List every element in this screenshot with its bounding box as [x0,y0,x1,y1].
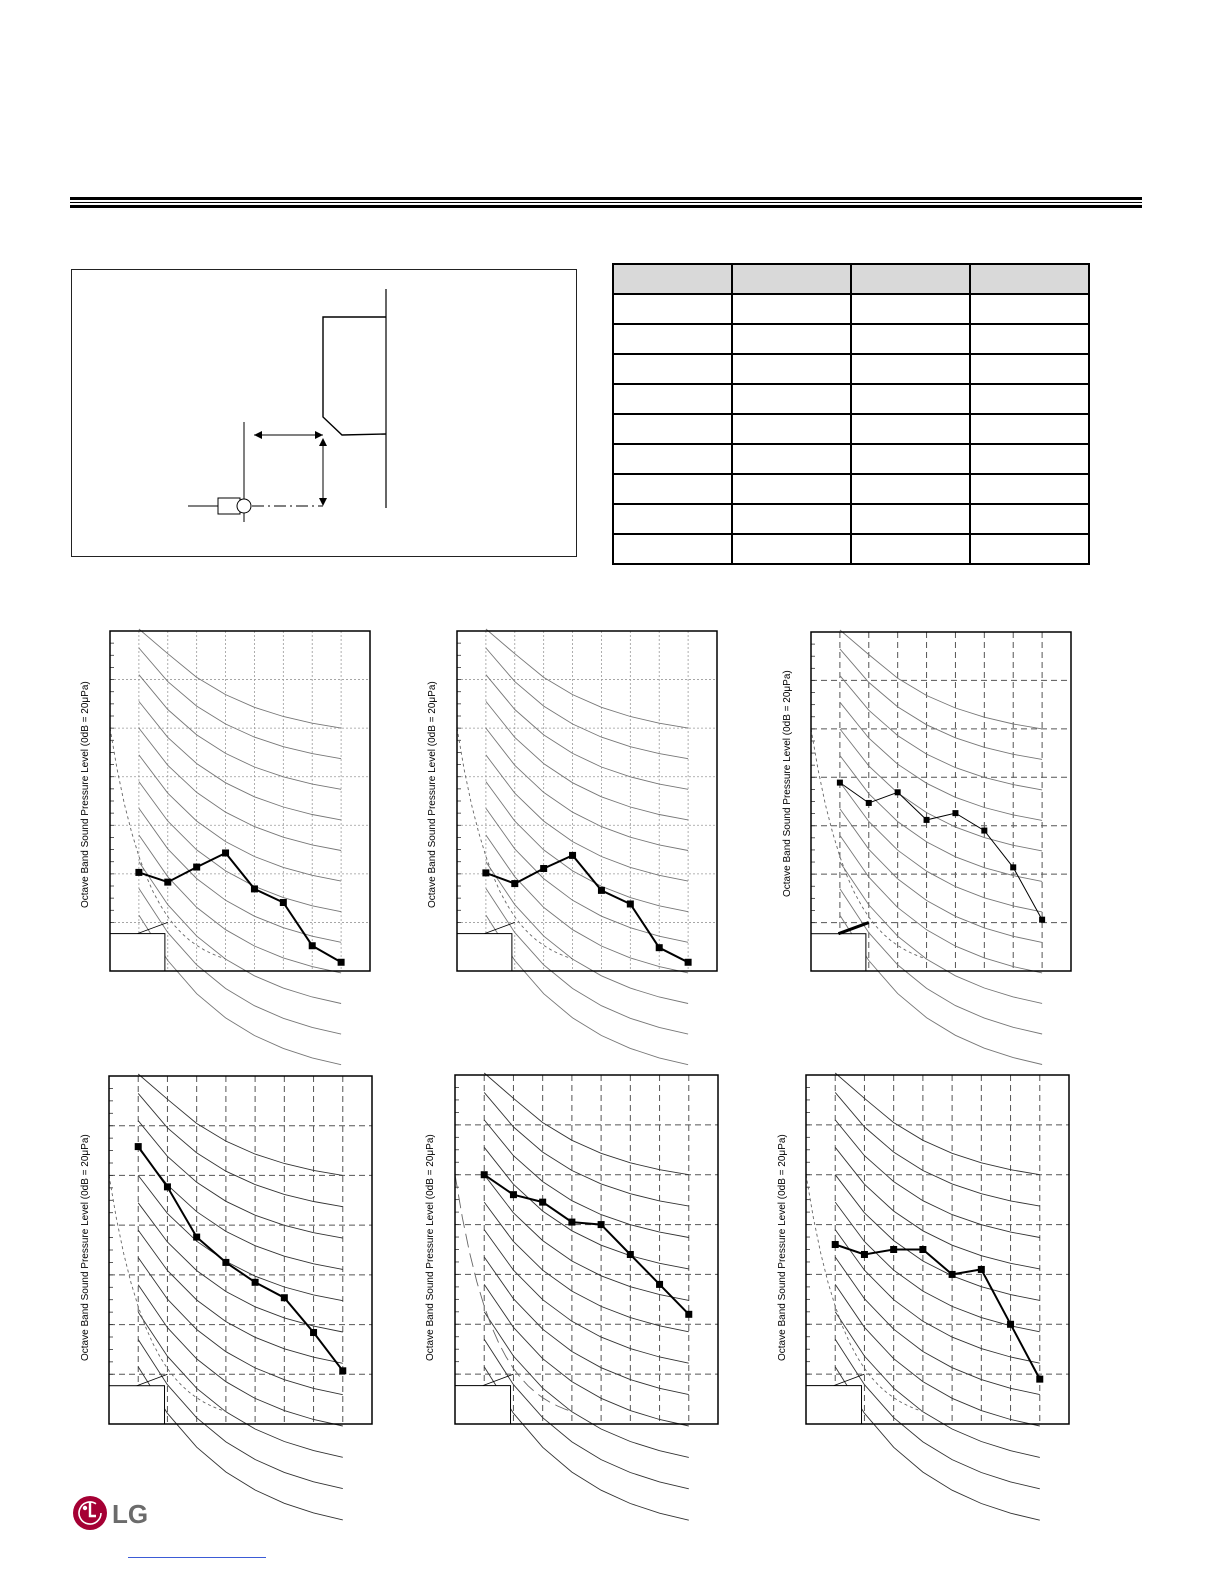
nc-chart-5 [455,1075,718,1424]
table-cell [851,384,970,414]
data-point [482,869,489,876]
nc-reference-curve [139,629,341,728]
data-point [540,865,547,872]
table-cell [732,444,851,474]
data-point [135,869,142,876]
table-cell [970,534,1089,564]
table-cell [613,504,732,534]
data-point [1010,864,1016,870]
data-point [627,1251,634,1258]
data-point [193,864,200,871]
nc-reference-curve [840,649,1042,760]
data-point [837,780,843,786]
nc-reference-curve [138,1285,343,1426]
table-row [613,324,1089,354]
data-point [280,899,287,906]
nc-chart-1 [110,631,370,971]
data-point [193,1234,200,1241]
table-cell [970,474,1089,504]
data-point [281,1294,288,1301]
data-point [656,1281,663,1288]
nc-reference-curve [840,889,1042,1034]
table-row [613,294,1089,324]
arrow-up [319,438,327,446]
data-point [861,1251,868,1258]
legend-box [457,934,512,971]
y-axis-label: Octave Band Sound Pressure Level (0dB = 20μPa) [427,681,438,908]
table-cell [732,414,851,444]
indoor-unit-outline [323,317,386,435]
nc-reference-curve [835,1230,1040,1364]
header-rule-bottom [70,205,1142,208]
data-point [481,1171,488,1178]
table-cell [613,414,732,444]
table-cell [851,324,970,354]
data-series-line [835,1245,1040,1380]
table-cell [613,294,732,324]
table-cell [732,384,851,414]
table-cell [851,294,970,324]
data-series-line [138,1147,343,1371]
data-point [598,887,605,894]
microphone-head [237,499,251,513]
plot-frame [455,1075,718,1424]
data-point [252,1279,259,1286]
table-cell [851,414,970,444]
data-point [309,942,316,949]
data-point [510,1191,517,1198]
plot-frame [806,1075,1069,1424]
data-point [539,1199,546,1206]
data-point [511,880,518,887]
table-header-cell [851,264,970,294]
data-point [164,879,171,886]
nc-reference-curve [835,1202,1040,1332]
legend-box [109,1386,165,1424]
table-cell [851,534,970,564]
nc-reference-curve [484,1284,689,1426]
legend-pointer [834,1374,865,1385]
nc-reference-curve [486,835,688,973]
data-point [1007,1321,1014,1328]
data-point [981,828,987,834]
nc-reference-curve [840,630,1042,729]
data-point [924,817,930,823]
data-point [164,1183,171,1190]
nc-chart-2 [457,631,717,971]
table-cell [613,474,732,504]
y-axis-label: Octave Band Sound Pressure Level (0dB = 20μPa) [782,670,793,897]
nc-reference-curve [138,1230,343,1363]
data-point [978,1266,985,1273]
legend-box [811,934,866,971]
nc-reference-curve [835,1312,1040,1458]
measurement-diagram-drawing [72,270,578,558]
chart-plot [455,1075,718,1424]
chart-plot [457,631,717,971]
table-cell [970,414,1089,444]
measurement-diagram [71,269,577,557]
nc-reference-curve [484,1073,689,1175]
table-header-cell [732,264,851,294]
nc-reference-curve [486,629,688,728]
data-point [949,1271,956,1278]
data-point [310,1329,317,1336]
nc-reference-curve [139,755,341,881]
data-point [656,944,663,951]
nc-reference-curve [840,676,1042,790]
logo-text: LG [112,1499,149,1529]
table-cell [613,384,732,414]
y-axis-label: Octave Band Sound Pressure Level (0dB = 20μPa) [80,1134,91,1361]
nc-reference-curve [138,1074,343,1175]
plot-frame [109,1076,372,1424]
nc-reference-curve [138,1203,343,1332]
nc-reference-curve [486,782,688,912]
nc-reference-curve [484,1339,689,1489]
data-point [952,810,958,816]
table-row [613,354,1089,384]
table-cell [732,504,851,534]
legend-pointer [137,922,167,933]
data-point [222,1259,229,1266]
nc-chart-3 [811,632,1071,971]
table-header-cell [970,264,1089,294]
legend-box [455,1386,511,1424]
data-point [222,849,229,856]
legend-box [110,934,165,971]
table-cell [732,474,851,504]
nc-reference-curve [139,782,341,912]
table-cell [851,444,970,474]
table-cell [732,294,851,324]
nc-reference-curve [486,888,688,1034]
spec-table [612,263,1090,565]
data-point [890,1246,897,1253]
nc-reference-curve [484,1312,689,1458]
chart-plot [811,632,1071,971]
table-cell [851,474,970,504]
header-rule-middle [70,202,1142,203]
nc-reference-curve [138,1340,343,1489]
table-header-row [613,264,1089,294]
legend-pointer [483,1374,514,1385]
table-cell [851,354,970,384]
y-axis-label: Octave Band Sound Pressure Level (0dB = 20μPa) [777,1134,788,1361]
nc-reference-curve [840,862,1042,1003]
nc-chart-6 [806,1075,1069,1424]
table-cell [613,354,732,384]
data-point [135,1143,142,1150]
chart-plot [109,1076,372,1424]
data-point [568,1219,575,1226]
y-axis-label: Octave Band Sound Pressure Level (0dB = 20μPa) [425,1134,436,1361]
nc-reference-curve [484,1092,689,1206]
arrow-left [254,431,262,439]
data-point [832,1241,839,1248]
data-point [1036,1376,1043,1383]
nc-reference-curve [139,675,341,790]
data-point [895,789,901,795]
nc-reference-curve [840,756,1042,882]
chart-plot [110,631,370,971]
table-row [613,414,1089,444]
table-row [613,474,1089,504]
table-header-cell [613,264,732,294]
table-cell [970,294,1089,324]
data-point [685,1311,692,1318]
plot-frame [811,632,1071,971]
data-point [598,1221,605,1228]
data-point [919,1246,926,1253]
data-point [251,885,258,892]
nc-reference-curve [139,648,341,759]
data-point [685,959,692,966]
table-row [613,504,1089,534]
lg-logo-icon [72,1494,162,1534]
legend-pointer [484,922,514,933]
data-point [338,959,345,966]
nc-reference-curve [486,755,688,881]
lg-logo [72,1494,162,1534]
data-point [1039,917,1045,923]
table-row [613,534,1089,564]
data-point [339,1367,346,1374]
arrow-right [315,431,323,439]
nc-reference-curve [138,1121,343,1238]
nc-reference-curve [840,835,1042,973]
legend-pointer [137,1374,168,1385]
footer-link-underline[interactable] [128,1557,266,1558]
nc-reference-curve [138,1148,343,1269]
nc-reference-curve [835,1284,1040,1426]
table-cell [732,534,851,564]
table-cell [970,354,1089,384]
nc-reference-curve [484,1202,689,1332]
table-cell [970,444,1089,474]
table-cell [732,324,851,354]
legend-box [806,1386,862,1424]
header-rule-top [70,197,1142,200]
table-cell [732,354,851,384]
chart-plot [806,1075,1069,1424]
nc-reference-curve [486,675,688,790]
table-cell [970,384,1089,414]
table-cell [970,504,1089,534]
plot-frame [457,631,717,971]
table-cell [613,444,732,474]
nc-reference-curve [835,1073,1040,1175]
arrow-down [319,498,327,506]
nc-reference-curve [139,888,341,1034]
table-row [613,444,1089,474]
nc-reference-curve [139,835,341,973]
plot-frame [110,631,370,971]
table-cell [613,534,732,564]
legend-pointer [838,923,868,934]
nc-reference-curve [835,1092,1040,1206]
y-axis-label: Octave Band Sound Pressure Level (0dB = 20μPa) [80,681,91,908]
table-cell [970,324,1089,354]
nc-reference-curve [484,1120,689,1238]
table-cell [851,504,970,534]
nc-chart-4 [109,1076,372,1424]
table-cell [613,324,732,354]
nc-reference-curve [835,1120,1040,1238]
nc-reference-curve [486,648,688,759]
data-point [627,900,634,907]
table-row [613,384,1089,414]
data-point [866,800,872,806]
nc-reference-curve [835,1339,1040,1489]
data-point [569,852,576,859]
nc-reference-curve [484,1230,689,1364]
